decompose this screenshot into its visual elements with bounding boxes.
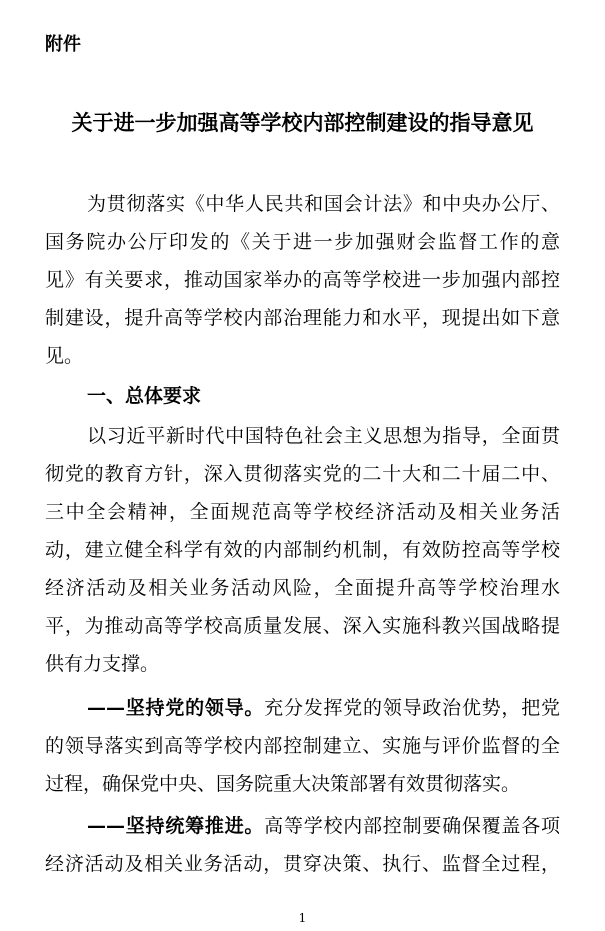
section-1-paragraph [45, 417, 560, 683]
principle-paragraph-coordination [45, 807, 560, 883]
section-heading: 一、总体要求 [87, 385, 202, 407]
paragraph-line [45, 807, 560, 845]
paragraph-line: 经济活动及相关业务活动风险，全面提升高等学校治理水 [45, 577, 560, 599]
paragraph-line: 的领导落实到高等学校内部控制建立、实施与评价监督的全 [45, 735, 560, 757]
paragraph-line: 经济活动及相关业务活动，贯穿决策、执行、监督全过程， [45, 853, 560, 875]
page-number: 1 [298, 911, 307, 925]
section-heading-block [45, 377, 560, 415]
paragraph-line: 见》有关要求，推动国家举办的高等学校进一步加强内部控 [45, 269, 560, 291]
paragraph-line: 见。 [45, 345, 84, 367]
principle-text: 充分发挥党的领导政治优势，把党 [264, 697, 560, 719]
principle-lead: ——坚持统筹推进。 [87, 815, 265, 837]
principle-lead: ——坚持党的领导。 [87, 697, 265, 719]
paragraph-line: 动，建立健全科学有效的内部制约机制，有效防控高等学校 [45, 539, 560, 561]
paragraph-line: 彻党的教育方针，深入贯彻落实党的二十大和二十届二中、 [45, 463, 560, 485]
intro-paragraph [45, 185, 560, 375]
paragraph-line: 为贯彻落实《中华人民共和国会计法》和中央办公厅、 [87, 193, 560, 215]
paragraph-line: 供有力支撑。 [45, 653, 160, 675]
paragraph-line: 以习近平新时代中国特色社会主义思想为指导，全面贯 [87, 425, 560, 447]
principle-text: 高等学校内部控制要确保覆盖各项 [264, 815, 560, 837]
paragraph-line [45, 689, 560, 727]
principle-paragraph-party-leadership [45, 689, 560, 803]
attachment-label: 附件 [45, 34, 81, 55]
paragraph-line: 制建设，提升高等学校内部治理能力和水平，现提出如下意 [45, 307, 560, 329]
paragraph-line: 国务院办公厅印发的《关于进一步加强财会监督工作的意 [45, 231, 560, 253]
document-title: 关于进一步加强高等学校内部控制建设的指导意见 [71, 110, 534, 135]
paragraph-line: 平，为推动高等学校高质量发展、深入实施科教兴国战略提 [45, 615, 560, 637]
paragraph-line: 三中全会精神，全面规范高等学校经济活动及相关业务活 [45, 501, 560, 523]
paragraph-line: 过程，确保党中央、国务院重大决策部署有效贯彻落实。 [45, 773, 521, 795]
